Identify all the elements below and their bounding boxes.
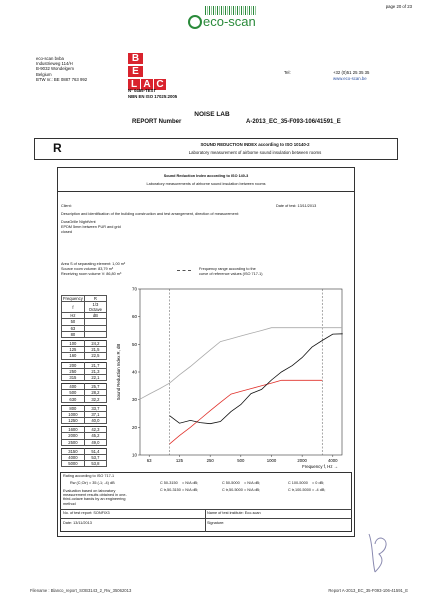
series-line: [170, 334, 343, 424]
r-value-cell: 22,1: [84, 374, 106, 380]
source-volume-text: Source room volume: 83,79 m³: [61, 267, 114, 271]
series-line: [170, 380, 323, 444]
r-value-cell: 53,7: [84, 454, 106, 460]
r-value-cell: 25,7: [84, 384, 106, 390]
signature-label: Signature:: [207, 521, 225, 525]
frequency-cell: 160: [62, 353, 85, 359]
cert-number: N° 0485-TEST: [128, 88, 156, 93]
frequency-cell: 500: [62, 390, 85, 396]
r-value-cell: 53,8: [84, 461, 106, 467]
x-tick-label: 63: [146, 458, 152, 463]
tel-value: +32 (0)51 25 35 35: [333, 70, 370, 75]
r-value-cell: 22,5: [84, 353, 106, 359]
sound-reduction-chart: [110, 285, 352, 470]
r-value-cell: 33,7: [84, 405, 106, 411]
form-title: Sound Reduction Index according to ISO 140-3: [163, 174, 249, 178]
address-city: B-9032 Wondelgem: [36, 66, 74, 72]
y-tick-label: 20: [131, 424, 137, 430]
rating-term-label: C tr,100-5000: [288, 488, 312, 492]
footer-report: Report A-2013_EC_35-F093-106-41591_E: [328, 588, 408, 593]
y-tick-label: 40: [131, 369, 137, 375]
x-axis-label: Frequency f, Hz →: [302, 464, 338, 469]
frequency-cell: 2000: [62, 433, 85, 439]
r-value-cell: 40,0: [84, 418, 106, 424]
report-number-value: A-2013_EC_35-F093-106/41591_E: [246, 119, 341, 125]
r-value-cell: 49,0: [84, 439, 106, 445]
date-of-test: Date of test: 13/11/2013: [276, 204, 317, 208]
frequency-cell: 50: [62, 319, 85, 325]
table-row: [62, 461, 107, 467]
col-header-r: R: [84, 296, 106, 302]
form-title-box: [57, 167, 355, 192]
col-unit-db: dB: [84, 313, 106, 319]
address-street: Industrieweg 114/H: [36, 61, 73, 67]
y-axis-label: Sound Reduction Index R, dB: [116, 343, 121, 401]
description-line-1: DuraGrille NightVent: [61, 220, 96, 224]
vat-number: BTW nr.: BE 0887 763 992: [36, 76, 88, 82]
r-value-cell: 51,4: [84, 448, 106, 454]
frequency-cell: 5000: [62, 461, 85, 467]
r-value-cell: 37,1: [84, 411, 106, 417]
x-tick-label: 250: [206, 458, 214, 463]
rating-divider-1: [60, 509, 352, 510]
frequency-cell: 315: [62, 374, 85, 380]
r-value-cell: 21,5: [84, 347, 106, 353]
rating-term-value: = N/A dB;: [244, 481, 261, 485]
col-unit-hz: Hz: [62, 313, 85, 319]
handwritten-signature: [365, 530, 395, 578]
footer-filename: Filename : Blanco_report_SOB3143_2_Rw_35062013: [30, 588, 132, 593]
report-no: No. of test report: SONFIX3: [63, 511, 110, 515]
address-country: Belgium: [36, 71, 52, 77]
company-name: eco-scan bvba: [36, 56, 64, 61]
rating-term-value: = N/A dB;: [244, 488, 261, 492]
r-value-cell: 45,2: [84, 433, 106, 439]
r-value-cell: 32,2: [84, 396, 106, 402]
belac-logo: B E L A C: [128, 53, 168, 93]
legend-dash-line: [177, 270, 191, 271]
y-tick-label: 60: [131, 314, 137, 320]
frequency-cell: 1250: [62, 418, 85, 424]
area-text: Area S of separating element: 1,00 m²: [61, 262, 126, 266]
description-line-2: EPDM 5mm between PUR and grid: [61, 225, 121, 229]
frequency-cell: 400: [62, 384, 85, 390]
signature-divider: [205, 518, 206, 532]
section-subtitle: Laboratory measurement of airborne sound insulation between rooms: [188, 150, 322, 155]
frequency-cell: 200: [62, 362, 85, 368]
evaluation-note: Evaluation based on laboratory measurement results obtained in one- third-octave bands by an engineering method: [63, 489, 127, 506]
frequency-cell: 100: [62, 340, 85, 346]
form-subtitle: Laboratory measurements of airborne sound insulation between rooms: [146, 182, 266, 186]
rating-header: Rating according to ISO 717-1: [63, 474, 115, 478]
col-subheader-octave: 1/3 Octave: [84, 302, 106, 313]
frequency-cell: 630: [62, 396, 85, 402]
website-link[interactable]: www.eco-scan.be: [333, 76, 367, 81]
plot-frame: [140, 289, 342, 455]
section-letter: R: [53, 141, 62, 155]
frequency-cell: 80: [62, 331, 85, 337]
legend-line-2: curve of reference values (ISO 717-1): [199, 272, 263, 276]
y-tick-label: 70: [131, 286, 137, 292]
r-value-cell: 28,2: [84, 390, 106, 396]
y-tick-label: 10: [131, 452, 137, 458]
frequency-cell: 1600: [62, 427, 85, 433]
rating-term-label: C 50-5000: [222, 481, 240, 485]
legend-line-1: Frequency range according to the: [199, 267, 256, 271]
frequency-cell: 125: [62, 347, 85, 353]
r-value-cell: 21,7: [84, 362, 106, 368]
frequency-cell: 3150: [62, 448, 85, 454]
tel-label: Tel:: [284, 70, 291, 75]
rw-rating: Rw (C;Ctr) = 35 (-1; -4) dB: [70, 481, 115, 485]
frequency-cell: 250: [62, 368, 85, 374]
institute-divider: [205, 509, 206, 518]
eco-scan-logo: eco-scan: [203, 14, 256, 29]
cert-standard: NBN EN ISO 17025:2005: [128, 94, 178, 99]
rating-divider-2: [60, 518, 352, 519]
y-tick-label: 30: [131, 397, 137, 403]
frequency-cell: 4000: [62, 454, 85, 460]
rating-term-value: = 0 dB;: [312, 481, 325, 485]
frequency-cell: 2500: [62, 439, 85, 445]
rating-term-value: = N/A dB;: [182, 481, 199, 485]
frequency-cell: 63: [62, 325, 85, 331]
frequency-table: [61, 295, 107, 467]
frequency-cell: 800: [62, 405, 85, 411]
page-number: page 20 of 23: [385, 4, 412, 9]
report-number-label: REPORT Number: [132, 119, 182, 125]
r-value-cell: 24,2: [84, 340, 106, 346]
client-label: Client:: [61, 204, 72, 208]
description-line-3: closed: [61, 230, 72, 234]
section-title: SOUND REDUCTION INDEX according to ISO 10140-2: [200, 142, 310, 147]
x-tick-label: 4000: [328, 458, 338, 463]
x-tick-label: 2000: [297, 458, 307, 463]
col-header-frequency: Frequency: [63, 296, 83, 302]
lab-name: NOISE LAB: [194, 111, 230, 118]
description-label: Description and identification of the building construction and test arrangement, direction of measurement:: [61, 212, 239, 216]
r-value-cell: 21,3: [84, 368, 106, 374]
rating-term-value: = -4 dB;: [312, 488, 326, 492]
x-tick-label: 500: [237, 458, 245, 463]
company-address: [36, 56, 87, 82]
col-subheader-f: f: [62, 302, 85, 313]
x-tick-label: 1000: [266, 458, 277, 463]
institute-name: Name of test institute: Eco-scan: [207, 511, 261, 515]
r-value-cell: 42,3: [84, 427, 106, 433]
rating-term-label: C tr,50-3150: [160, 488, 181, 492]
y-tick-label: 50: [131, 341, 137, 347]
frequency-cell: 1000: [62, 411, 85, 417]
logo-circle-icon: [188, 15, 202, 29]
rating-term-label: C tr,50-5000: [222, 488, 243, 492]
rating-term-value: = N/A dB;: [182, 488, 199, 492]
receiving-volume-text: Receiving room volume V: 86,80 m³: [61, 272, 122, 276]
rating-term-label: C 100-5000: [288, 481, 308, 485]
rating-term-label: C 50-3150: [160, 481, 178, 485]
rating-date: Date: 13/11/2013: [63, 521, 92, 525]
x-tick-label: 125: [175, 458, 184, 463]
